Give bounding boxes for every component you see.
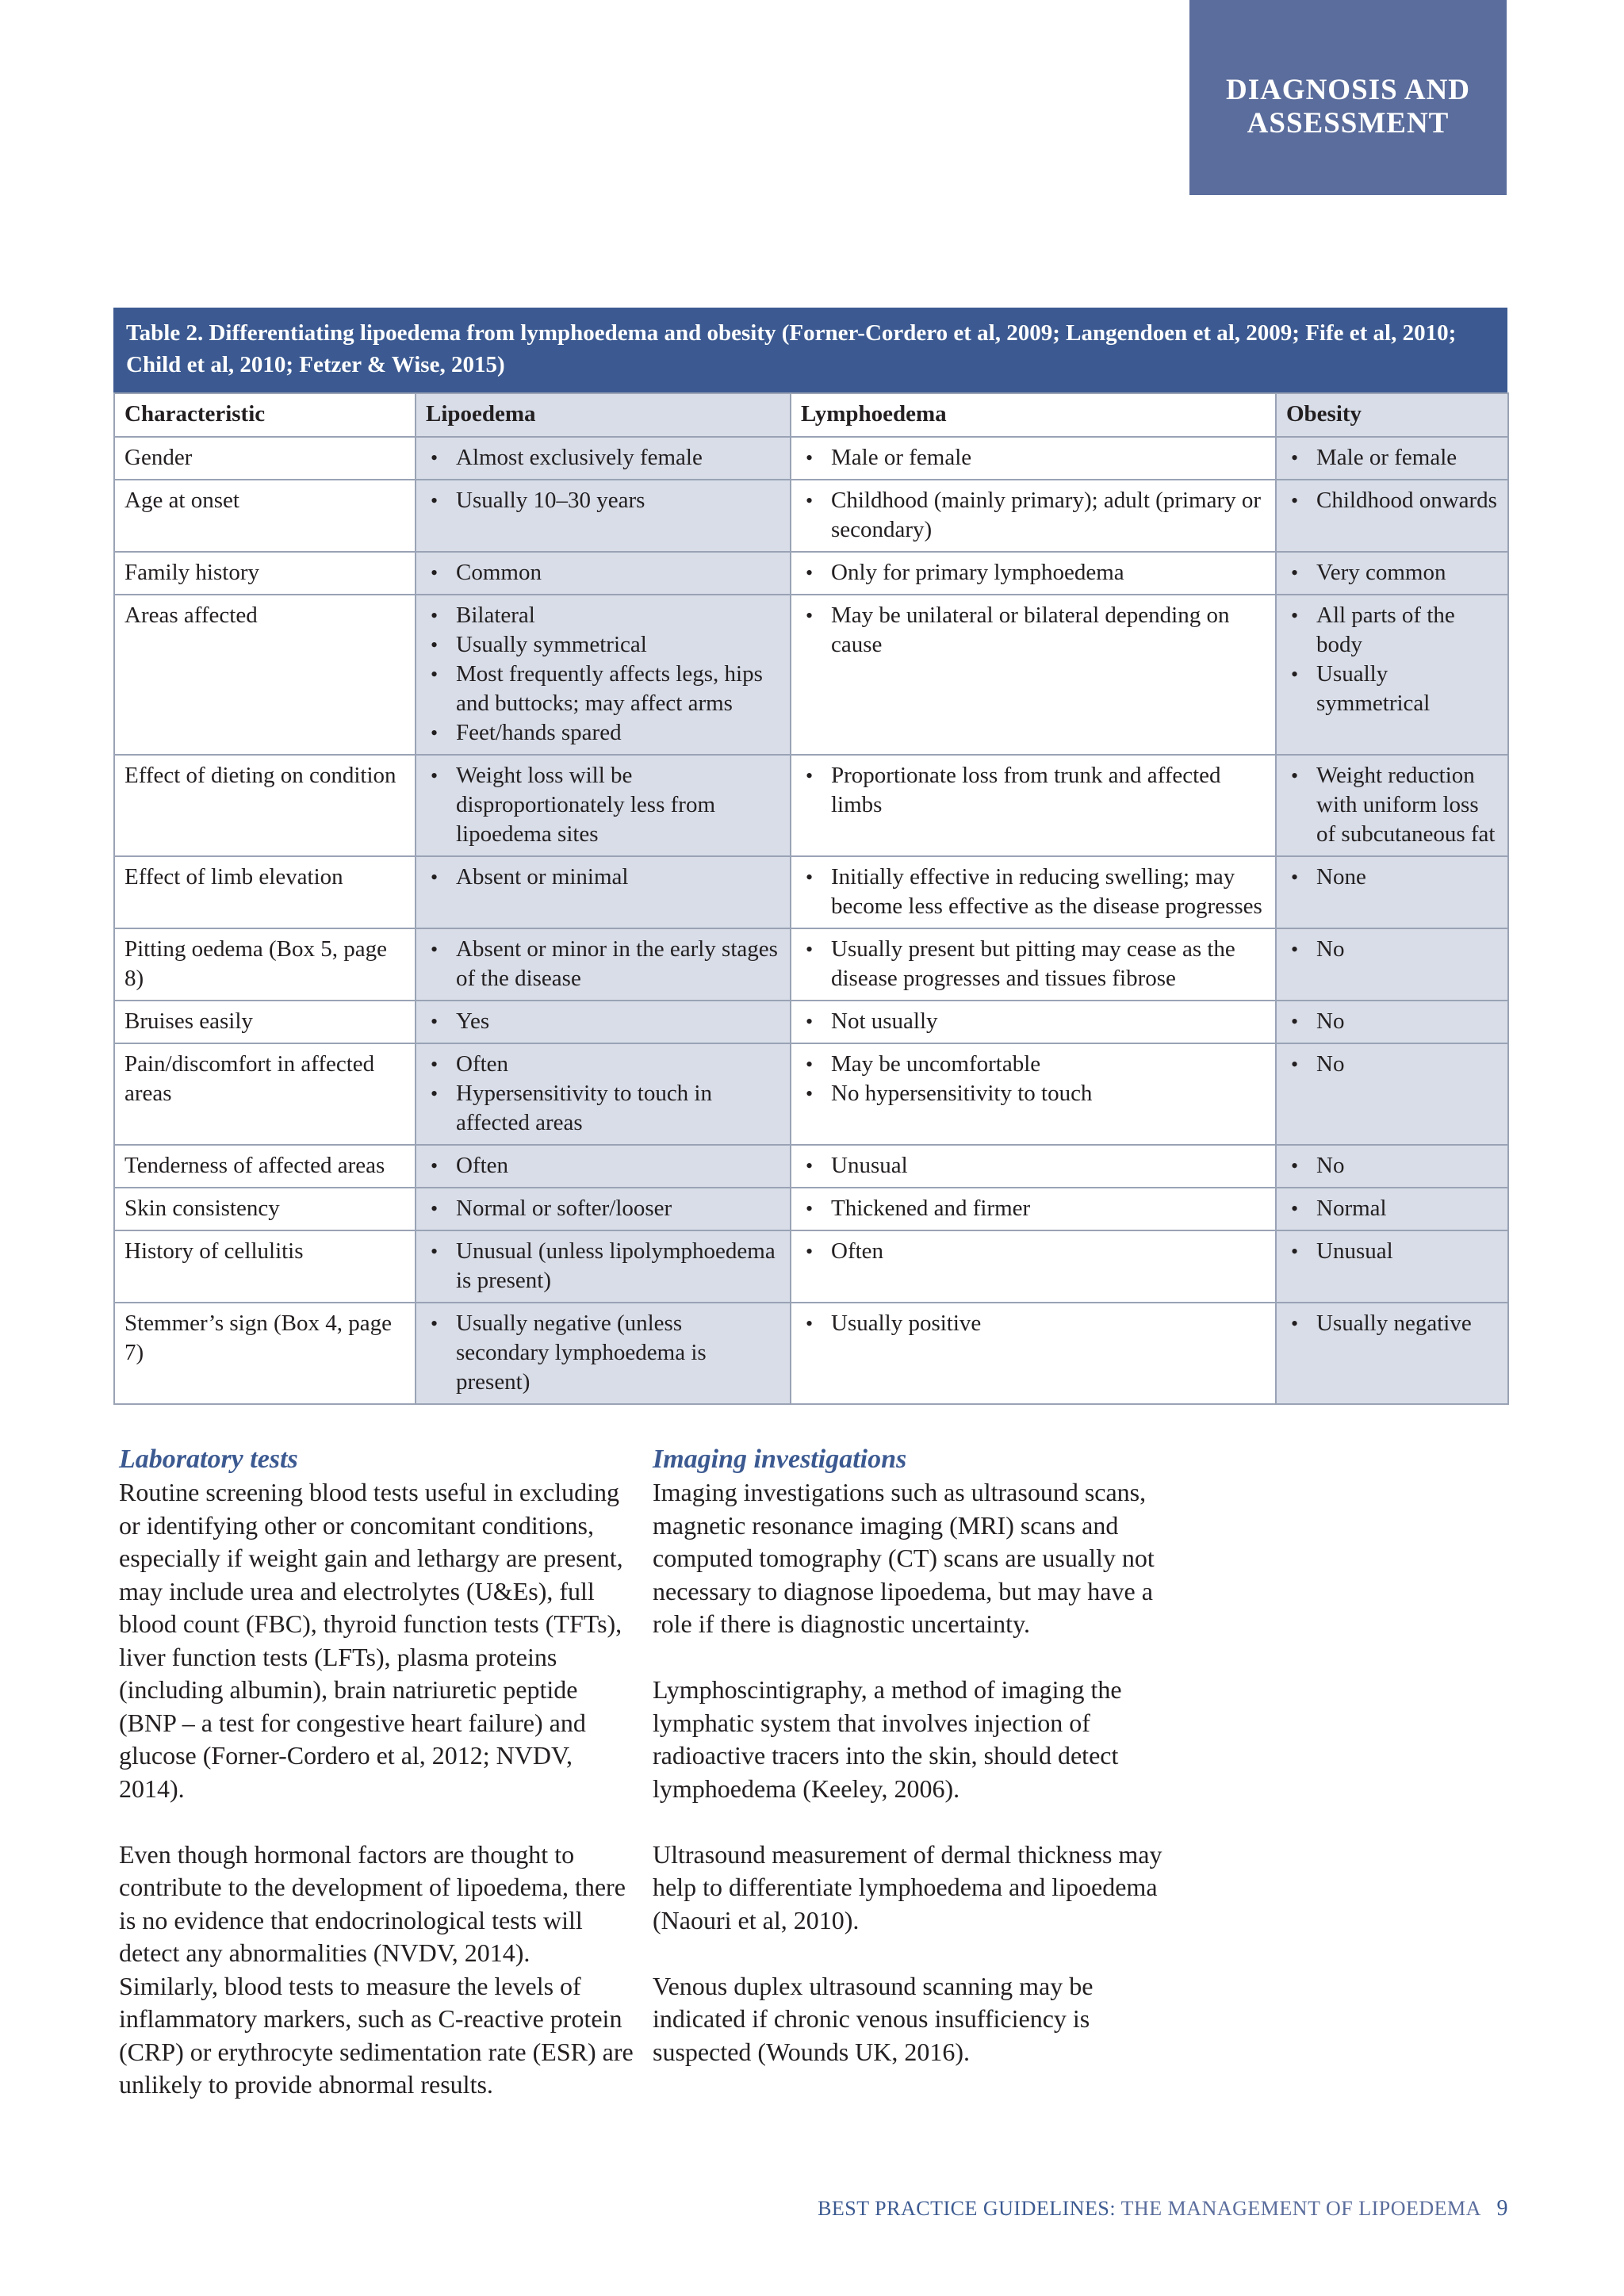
comparison-table-grid xyxy=(113,392,1509,1405)
bullet-list xyxy=(1286,558,1498,587)
cell-lipoedema xyxy=(416,856,791,928)
page-footer xyxy=(785,2196,1508,2221)
bullet-item: • Very common xyxy=(1286,558,1498,587)
bullet-item: • Common xyxy=(426,558,780,587)
imaging-paragraph: Imaging investigations such as ultrasound scans, magnetic resonance imaging (MRI) scans and computed tomography (CT) scans are usually not necessary to diagnose lipoedema, but may have a role if there is diagnostic uncertainty. xyxy=(653,1478,1155,1638)
laboratory-tests-section xyxy=(119,1443,634,2134)
cell-lipoedema xyxy=(416,1188,791,1230)
cell-lipoedema xyxy=(416,1303,791,1404)
bullet-list xyxy=(426,1309,780,1397)
bullet-list xyxy=(801,1151,1266,1181)
imaging-paragraph: Ultrasound measurement of dermal thickness may help to differentiate lymphoedema and lipoedema (Naouri et al, 2010). xyxy=(653,1839,1162,1934)
cell-lymphoedema xyxy=(791,1303,1276,1404)
bullet-list xyxy=(426,486,780,515)
bullet-list xyxy=(426,1007,780,1036)
cell-characteristic: Tenderness of affected areas xyxy=(114,1145,416,1188)
table-row xyxy=(114,480,1508,552)
bullet-list xyxy=(1286,1050,1498,1079)
bullet-list xyxy=(1286,863,1498,892)
bullet-item: • No xyxy=(1286,1151,1498,1181)
cell-obesity xyxy=(1276,1043,1508,1145)
bullet-list xyxy=(801,863,1266,921)
bullet-item: • None xyxy=(1286,863,1498,892)
laboratory-paragraph: Routine screening blood tests useful in excluding or identifying other or concomitant conditions, especially if weight gain and lethargy are present, may include urea and electrolytes (U&Es), full blood count (FBC), thyroid function tests (TFTs), liver function tests (LFTs), plasma proteins (including albumin), brain natriuretic peptide (BNP – a test for congestive heart failure) and glucose (Forner-Cordero et al, 2012; NVDV, 2014). xyxy=(119,1478,623,1803)
cell-lymphoedema xyxy=(791,1230,1276,1303)
cell-characteristic: History of cellulitis xyxy=(114,1230,416,1303)
bullet-list xyxy=(1286,1237,1498,1266)
cell-lymphoedema xyxy=(791,928,1276,1001)
cell-lymphoedema xyxy=(791,1043,1276,1145)
bullet-item: • Weight loss will be disproportionately less from lipoedema sites xyxy=(426,761,780,849)
bullet-list xyxy=(1286,601,1498,718)
bullet-item: • Initially effective in reducing swelling; may become less effective as the disease progresses xyxy=(801,863,1266,921)
cell-obesity xyxy=(1276,1230,1508,1303)
bullet-item: • Normal xyxy=(1286,1194,1498,1223)
bullet-item: • Normal or softer/looser xyxy=(426,1194,780,1223)
cell-lymphoedema xyxy=(791,1001,1276,1043)
bullet-item: • Bilateral xyxy=(426,601,780,630)
bullet-list xyxy=(801,486,1266,545)
bullet-item: • Absent or minor in the early stages of the disease xyxy=(426,935,780,993)
bullet-list xyxy=(1286,935,1498,964)
bullet-item: • Childhood (mainly primary); adult (primary or secondary) xyxy=(801,486,1266,545)
bullet-item: • Often xyxy=(426,1050,780,1079)
bullet-item: • Thickened and firmer xyxy=(801,1194,1266,1223)
col-header-obesity: Obesity xyxy=(1276,393,1508,437)
cell-lymphoedema xyxy=(791,595,1276,755)
cell-characteristic: Age at onset xyxy=(114,480,416,552)
col-header-characteristic: Characteristic xyxy=(114,393,416,437)
bullet-item: • Usually positive xyxy=(801,1309,1266,1338)
table-row xyxy=(114,928,1508,1001)
cell-lymphoedema xyxy=(791,755,1276,856)
table-row xyxy=(114,1145,1508,1188)
cell-obesity xyxy=(1276,856,1508,928)
section-tab xyxy=(1189,0,1507,195)
bullet-list xyxy=(801,1309,1266,1338)
bullet-list xyxy=(1286,486,1498,515)
section-tab-line2: ASSESSMENT xyxy=(1247,107,1450,140)
bullet-list xyxy=(426,1050,780,1138)
bullet-item: • No xyxy=(1286,935,1498,964)
bullet-item: • Male or female xyxy=(801,443,1266,473)
table-row xyxy=(114,1188,1508,1230)
bullet-list xyxy=(426,1194,780,1223)
cell-characteristic: Pitting oedema (Box 5, page 8) xyxy=(114,928,416,1001)
cell-lymphoedema xyxy=(791,856,1276,928)
bullet-list xyxy=(426,601,780,748)
bullet-item: • Yes xyxy=(426,1007,780,1036)
cell-characteristic: Stemmer’s sign (Box 4, page 7) xyxy=(114,1303,416,1404)
bullet-item: • No xyxy=(1286,1007,1498,1036)
bullet-list xyxy=(1286,1151,1498,1181)
bullet-list xyxy=(426,935,780,993)
cell-lymphoedema xyxy=(791,1188,1276,1230)
table-row xyxy=(114,595,1508,755)
bullet-list xyxy=(801,761,1266,820)
bullet-item: • Not usually xyxy=(801,1007,1266,1036)
cell-obesity xyxy=(1276,552,1508,595)
bullet-list xyxy=(801,558,1266,587)
bullet-list xyxy=(1286,1194,1498,1223)
cell-obesity xyxy=(1276,480,1508,552)
cell-lipoedema xyxy=(416,480,791,552)
cell-lipoedema xyxy=(416,1145,791,1188)
bullet-list xyxy=(426,558,780,587)
bullet-item: • Often xyxy=(426,1151,780,1181)
bullet-item: • Only for primary lymphoedema xyxy=(801,558,1266,587)
cell-characteristic: Areas affected xyxy=(114,595,416,755)
bullet-item: • Hypersensitivity to touch in affected areas xyxy=(426,1079,780,1138)
bullet-item: • Weight reduction with uniform loss of subcutaneous fat xyxy=(1286,761,1498,849)
cell-obesity xyxy=(1276,1001,1508,1043)
table-row xyxy=(114,1230,1508,1303)
bullet-item: • No hypersensitivity to touch xyxy=(801,1079,1266,1108)
cell-lipoedema xyxy=(416,1230,791,1303)
bullet-list xyxy=(426,761,780,849)
cell-lipoedema xyxy=(416,437,791,480)
cell-lymphoedema xyxy=(791,552,1276,595)
cell-characteristic: Effect of dieting on condition xyxy=(114,755,416,856)
bullet-list xyxy=(801,1007,1266,1036)
cell-characteristic: Family history xyxy=(114,552,416,595)
cell-obesity xyxy=(1276,755,1508,856)
bullet-item: • Usually symmetrical xyxy=(1286,660,1498,718)
bullet-item: • Usually present but pitting may cease as the disease progresses and tissues fibrose xyxy=(801,935,1266,993)
bullet-item: • Unusual (unless lipolymphoedema is present) xyxy=(426,1237,780,1295)
imaging-heading: Imaging investigations xyxy=(653,1445,907,1474)
footer-series: BEST PRACTICE GUIDELINES: xyxy=(818,2197,1116,2220)
bullet-item: • Almost exclusively female xyxy=(426,443,780,473)
imaging-paragraph: Venous duplex ultrasound scanning may be indicated if chronic venous insufficiency is suspected (Wounds UK, 2016). xyxy=(653,1971,1094,2066)
table-row xyxy=(114,1043,1508,1145)
bullet-list xyxy=(801,1050,1266,1108)
bullet-item: • May be uncomfortable xyxy=(801,1050,1266,1079)
table-header-row xyxy=(114,393,1508,437)
bullet-list xyxy=(1286,761,1498,849)
bullet-item: • Absent or minimal xyxy=(426,863,780,892)
cell-obesity xyxy=(1276,595,1508,755)
cell-obesity xyxy=(1276,1303,1508,1404)
cell-obesity xyxy=(1276,1145,1508,1188)
bullet-list xyxy=(426,1237,780,1295)
table-body xyxy=(114,437,1508,1404)
bullet-item: • May be unilateral or bilateral depending on cause xyxy=(801,601,1266,660)
cell-lipoedema xyxy=(416,928,791,1001)
bullet-list xyxy=(801,601,1266,660)
bullet-item: • No xyxy=(1286,1050,1498,1079)
cell-lipoedema xyxy=(416,1001,791,1043)
laboratory-tests-heading: Laboratory tests xyxy=(119,1445,298,1474)
cell-characteristic: Skin consistency xyxy=(114,1188,416,1230)
bullet-item: • Usually negative (unless secondary lymphoedema is present) xyxy=(426,1309,780,1397)
bullet-list xyxy=(801,1194,1266,1223)
cell-lipoedema xyxy=(416,595,791,755)
table-row xyxy=(114,552,1508,595)
col-header-lipoedema: Lipoedema xyxy=(416,393,791,437)
bullet-list xyxy=(801,935,1266,993)
table-caption: Table 2. Differentiating lipoedema from lymphoedema and obesity (Forner-Cordero et al, 2009; Langendoen et al, 2009; Fife et al, 2010; Child et al, 2010; Fetzer & Wise, 2015) xyxy=(113,308,1507,392)
bullet-list xyxy=(801,443,1266,473)
bullet-item: • Unusual xyxy=(1286,1237,1498,1266)
cell-obesity xyxy=(1276,437,1508,480)
table-row xyxy=(114,856,1508,928)
bullet-item: • All parts of the body xyxy=(1286,601,1498,660)
bullet-list xyxy=(426,1151,780,1181)
bullet-item: • Often xyxy=(801,1237,1266,1266)
bullet-item: • Usually 10–30 years xyxy=(426,486,780,515)
col-header-lymphoedema: Lymphoedema xyxy=(791,393,1276,437)
cell-characteristic: Effect of limb elevation xyxy=(114,856,416,928)
table-row xyxy=(114,1001,1508,1043)
bullet-item: • Usually negative xyxy=(1286,1309,1498,1338)
table-row xyxy=(114,437,1508,480)
cell-characteristic: Gender xyxy=(114,437,416,480)
bullet-item: • Most frequently affects legs, hips and buttocks; may affect arms xyxy=(426,660,780,718)
section-tab-line1: DIAGNOSIS AND xyxy=(1225,74,1471,106)
bullet-item: • Unusual xyxy=(801,1151,1266,1181)
footer-title: THE MANAGEMENT OF LIPOEDEMA xyxy=(1120,2197,1480,2220)
cell-characteristic: Bruises easily xyxy=(114,1001,416,1043)
cell-lymphoedema xyxy=(791,437,1276,480)
bullet-list xyxy=(801,1237,1266,1266)
bullet-list xyxy=(1286,1309,1498,1338)
cell-characteristic: Pain/discomfort in affected areas xyxy=(114,1043,416,1145)
bullet-list xyxy=(426,863,780,892)
table-row xyxy=(114,1303,1508,1404)
cell-obesity xyxy=(1276,928,1508,1001)
page-number: 9 xyxy=(1496,2196,1508,2221)
bullet-item: • Proportionate loss from trunk and affected limbs xyxy=(801,761,1266,820)
imaging-investigations-section xyxy=(653,1443,1192,2102)
cell-lipoedema xyxy=(416,1043,791,1145)
bullet-list xyxy=(1286,1007,1498,1036)
bullet-item: • Childhood onwards xyxy=(1286,486,1498,515)
bullet-list xyxy=(1286,443,1498,473)
imaging-paragraph: Lymphoscintigraphy, a method of imaging the lymphatic system that involves injection of radioactive tracers into the skin, should detect lymphoedema (Keeley, 2006). xyxy=(653,1675,1122,1803)
bullet-item: • Feet/hands spared xyxy=(426,718,780,748)
cell-lipoedema xyxy=(416,755,791,856)
table-row xyxy=(114,755,1508,856)
cell-obesity xyxy=(1276,1188,1508,1230)
cell-lymphoedema xyxy=(791,1145,1276,1188)
cell-lipoedema xyxy=(416,552,791,595)
bullet-item: • Usually symmetrical xyxy=(426,630,780,660)
cell-lymphoedema xyxy=(791,480,1276,552)
laboratory-paragraph: Even though hormonal factors are thought to contribute to the development of lipoedema, there is no evidence that endocrinological tests will detect any abnormalities (NVDV, 2014). Similarly, blood tests to measure the levels of inflammatory markers, such as C-reactive protein (CRP) or erythrocyte sedimentation rate (ESR) are unlikely to provide abnormal results. xyxy=(119,1839,634,2099)
bullet-list xyxy=(426,443,780,473)
bullet-item: • Male or female xyxy=(1286,443,1498,473)
comparison-table xyxy=(113,308,1507,1405)
